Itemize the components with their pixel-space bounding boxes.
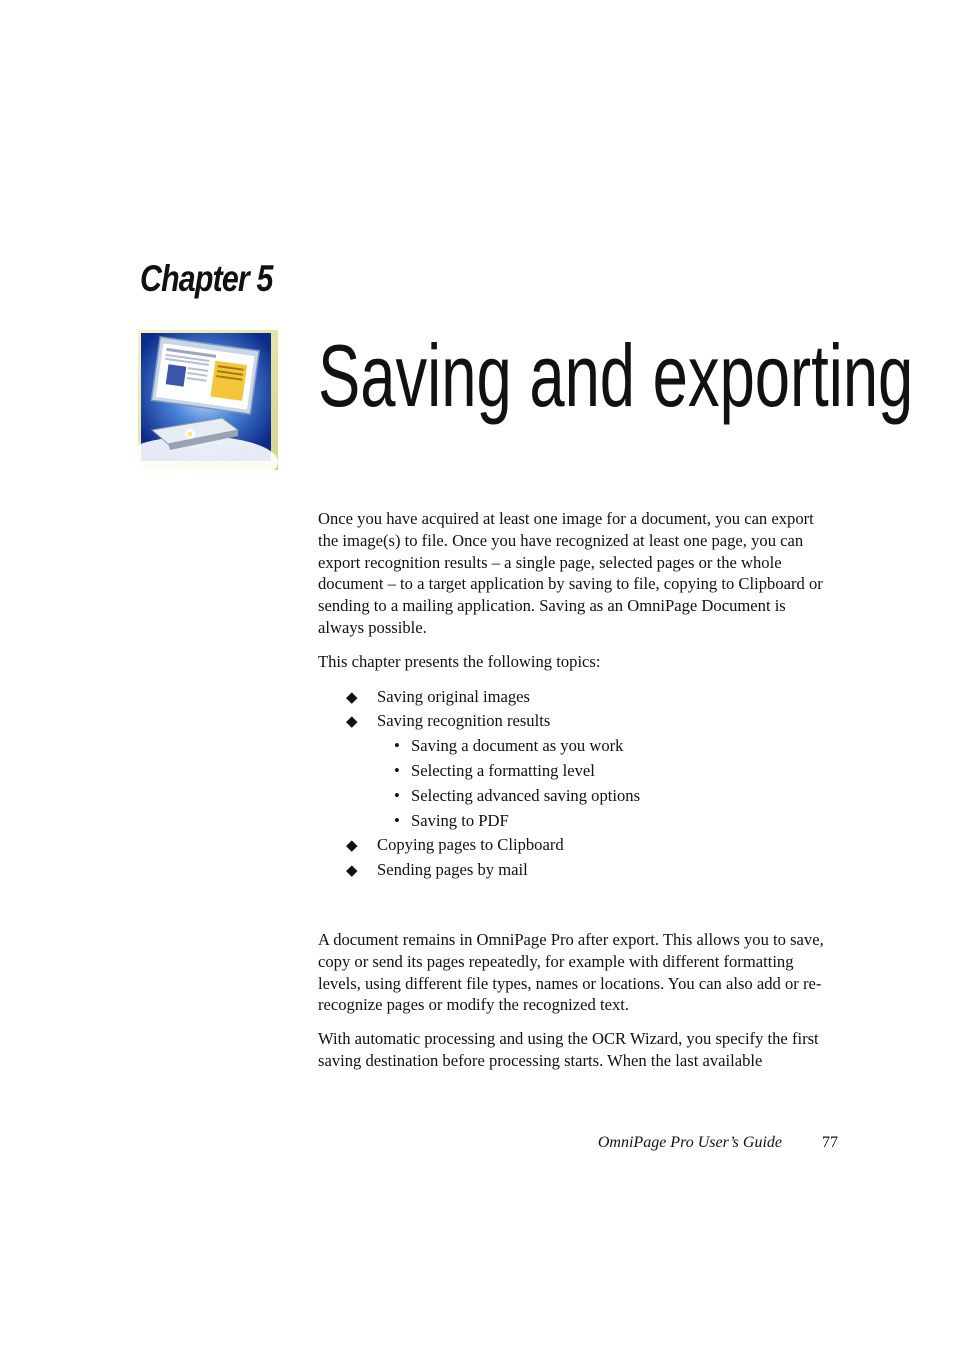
diamond-bullet-icon: ◆ bbox=[346, 712, 358, 731]
list-item bbox=[346, 709, 830, 833]
list-item bbox=[346, 833, 830, 858]
footer-guide-title: OmniPage Pro User’s Guide bbox=[597, 1134, 782, 1151]
subtopic-label: Selecting a formatting level bbox=[411, 760, 595, 780]
chapter-body bbox=[318, 508, 830, 1084]
body-paragraph: With automatic processing and using the OCR Wizard, you specify the first saving destination before processing starts. When the last available bbox=[318, 1029, 819, 1070]
subtopic-label: Saving a document as you work bbox=[411, 736, 624, 756]
list-item bbox=[394, 809, 830, 834]
scanner-document-illustration bbox=[138, 330, 278, 470]
list-item bbox=[346, 685, 830, 710]
diamond-bullet-icon: ◆ bbox=[346, 861, 358, 880]
subtopic-label: Saving to PDF bbox=[411, 810, 509, 830]
subtopics-list bbox=[377, 734, 830, 833]
topics-intro: This chapter presents the following topics: bbox=[318, 651, 601, 671]
chapter-label: Chapter 5 bbox=[140, 258, 273, 299]
subtopic-label: Selecting advanced saving options bbox=[411, 785, 641, 805]
list-item bbox=[346, 858, 830, 883]
dot-bullet-icon: • bbox=[394, 736, 400, 756]
list-item bbox=[394, 734, 830, 759]
list-item bbox=[394, 759, 830, 784]
topics-list bbox=[346, 685, 830, 883]
topic-label: Copying pages to Clipboard bbox=[377, 835, 564, 855]
dot-bullet-icon: • bbox=[394, 810, 400, 830]
dot-bullet-icon: • bbox=[394, 760, 400, 780]
topic-label: Sending pages by mail bbox=[377, 860, 528, 880]
body-paragraph: A document remains in OmniPage Pro after export. This allows you to save, copy or send its pages repeatedly, for example with different formatting levels, using different file types, names or locations. You can also add or re-recognize pages or modify the recognized text. bbox=[318, 929, 824, 1015]
dot-bullet-icon: • bbox=[394, 785, 400, 805]
topic-label: Saving recognition results bbox=[377, 711, 551, 731]
diamond-bullet-icon: ◆ bbox=[346, 687, 358, 706]
topic-label: Saving original images bbox=[377, 686, 531, 706]
diamond-bullet-icon: ◆ bbox=[346, 836, 358, 855]
list-item bbox=[394, 784, 830, 809]
page-footer bbox=[598, 1134, 838, 1152]
intro-paragraph: Once you have acquired at least one image for a document, you can export the image(s) to file. Once you have recognized at least one page, you can export recognition results – a single page, selected pages or the whole document – to a target application by saving to file, copying to Clipboard or sending to a mailing application. Saving as an OmniPage Document is always possible. bbox=[318, 509, 823, 637]
page-number: 77 bbox=[822, 1134, 838, 1151]
chapter-title: Saving and exporting bbox=[318, 326, 914, 425]
